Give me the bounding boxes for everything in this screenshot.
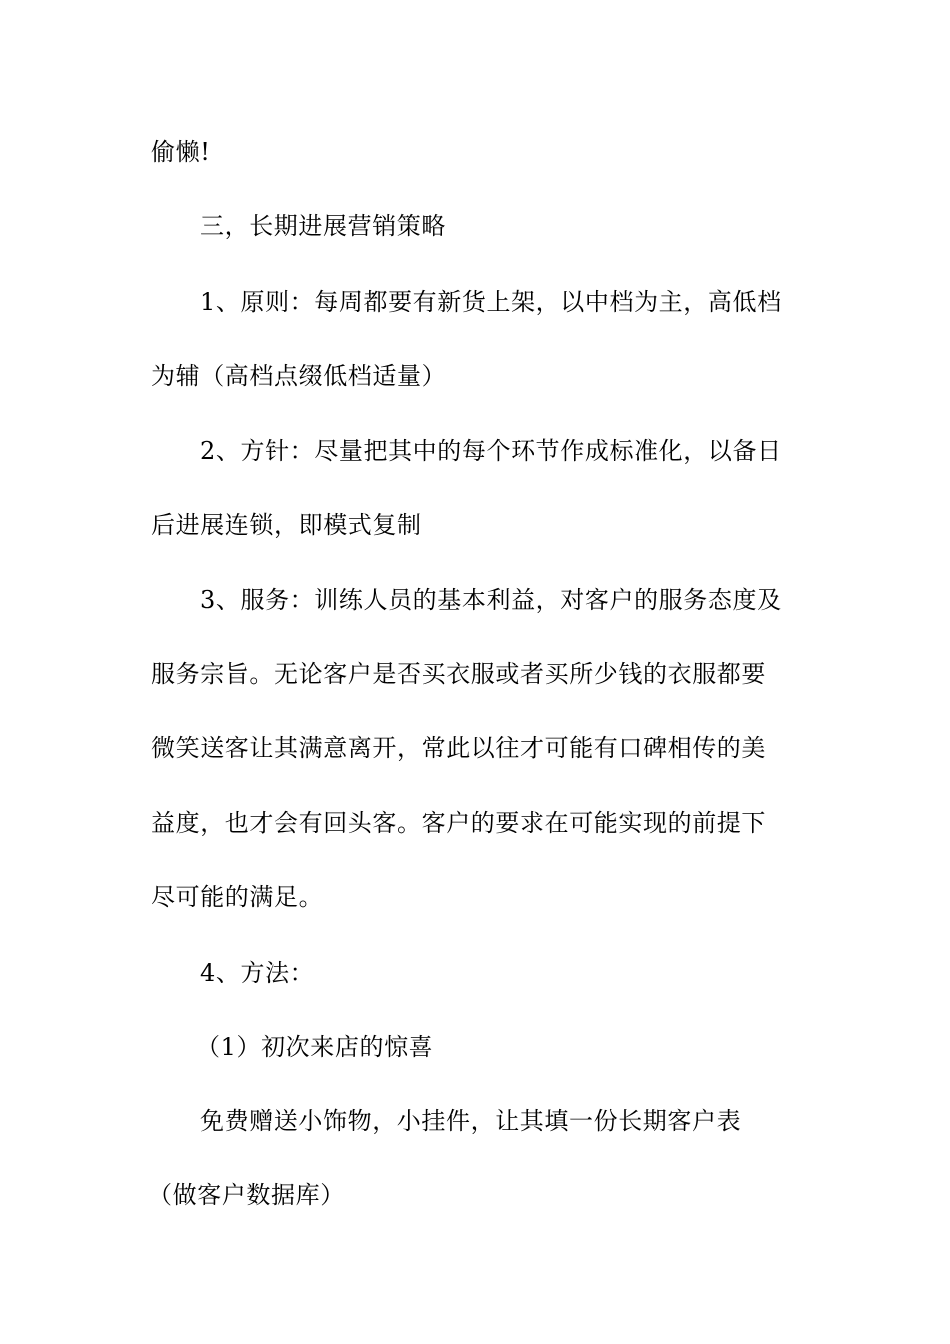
- paragraph-line: 2、方针：尽量把其中的每个环节作成标准化，以备日: [200, 437, 782, 465]
- paragraph-line: 尽可能的满足。: [151, 883, 324, 911]
- paragraph-line: （做客户数据库）: [148, 1181, 345, 1209]
- paragraph-line: 为辅（高档点缀低档适量）: [151, 362, 447, 390]
- paragraph-line: 3、服务：训练人员的基本利益，对客户的服务态度及: [200, 586, 782, 614]
- paragraph-line: 微笑送客让其满意离开，常此以往才可能有口碑相传的美: [151, 734, 766, 762]
- subsection-heading: （1）初次来店的惊喜: [196, 1033, 434, 1061]
- paragraph-line: 免费赠送小饰物，小挂件，让其填一份长期客户表: [200, 1107, 742, 1135]
- paragraph-line: 后进展连锁，即模式复制: [151, 511, 422, 539]
- paragraph-line: 4、方法：: [200, 959, 315, 987]
- paragraph-line: 偷懒!: [151, 138, 211, 166]
- paragraph-line: 1、原则：每周都要有新货上架，以中档为主，高低档: [200, 288, 782, 316]
- section-heading: 三，长期进展营销策略: [200, 212, 446, 240]
- paragraph-line: 益度，也才会有回头客。客户的要求在可能实现的前提下: [151, 809, 766, 837]
- paragraph-line: 服务宗旨。无论客户是否买衣服或者买所少钱的衣服都要: [151, 660, 766, 688]
